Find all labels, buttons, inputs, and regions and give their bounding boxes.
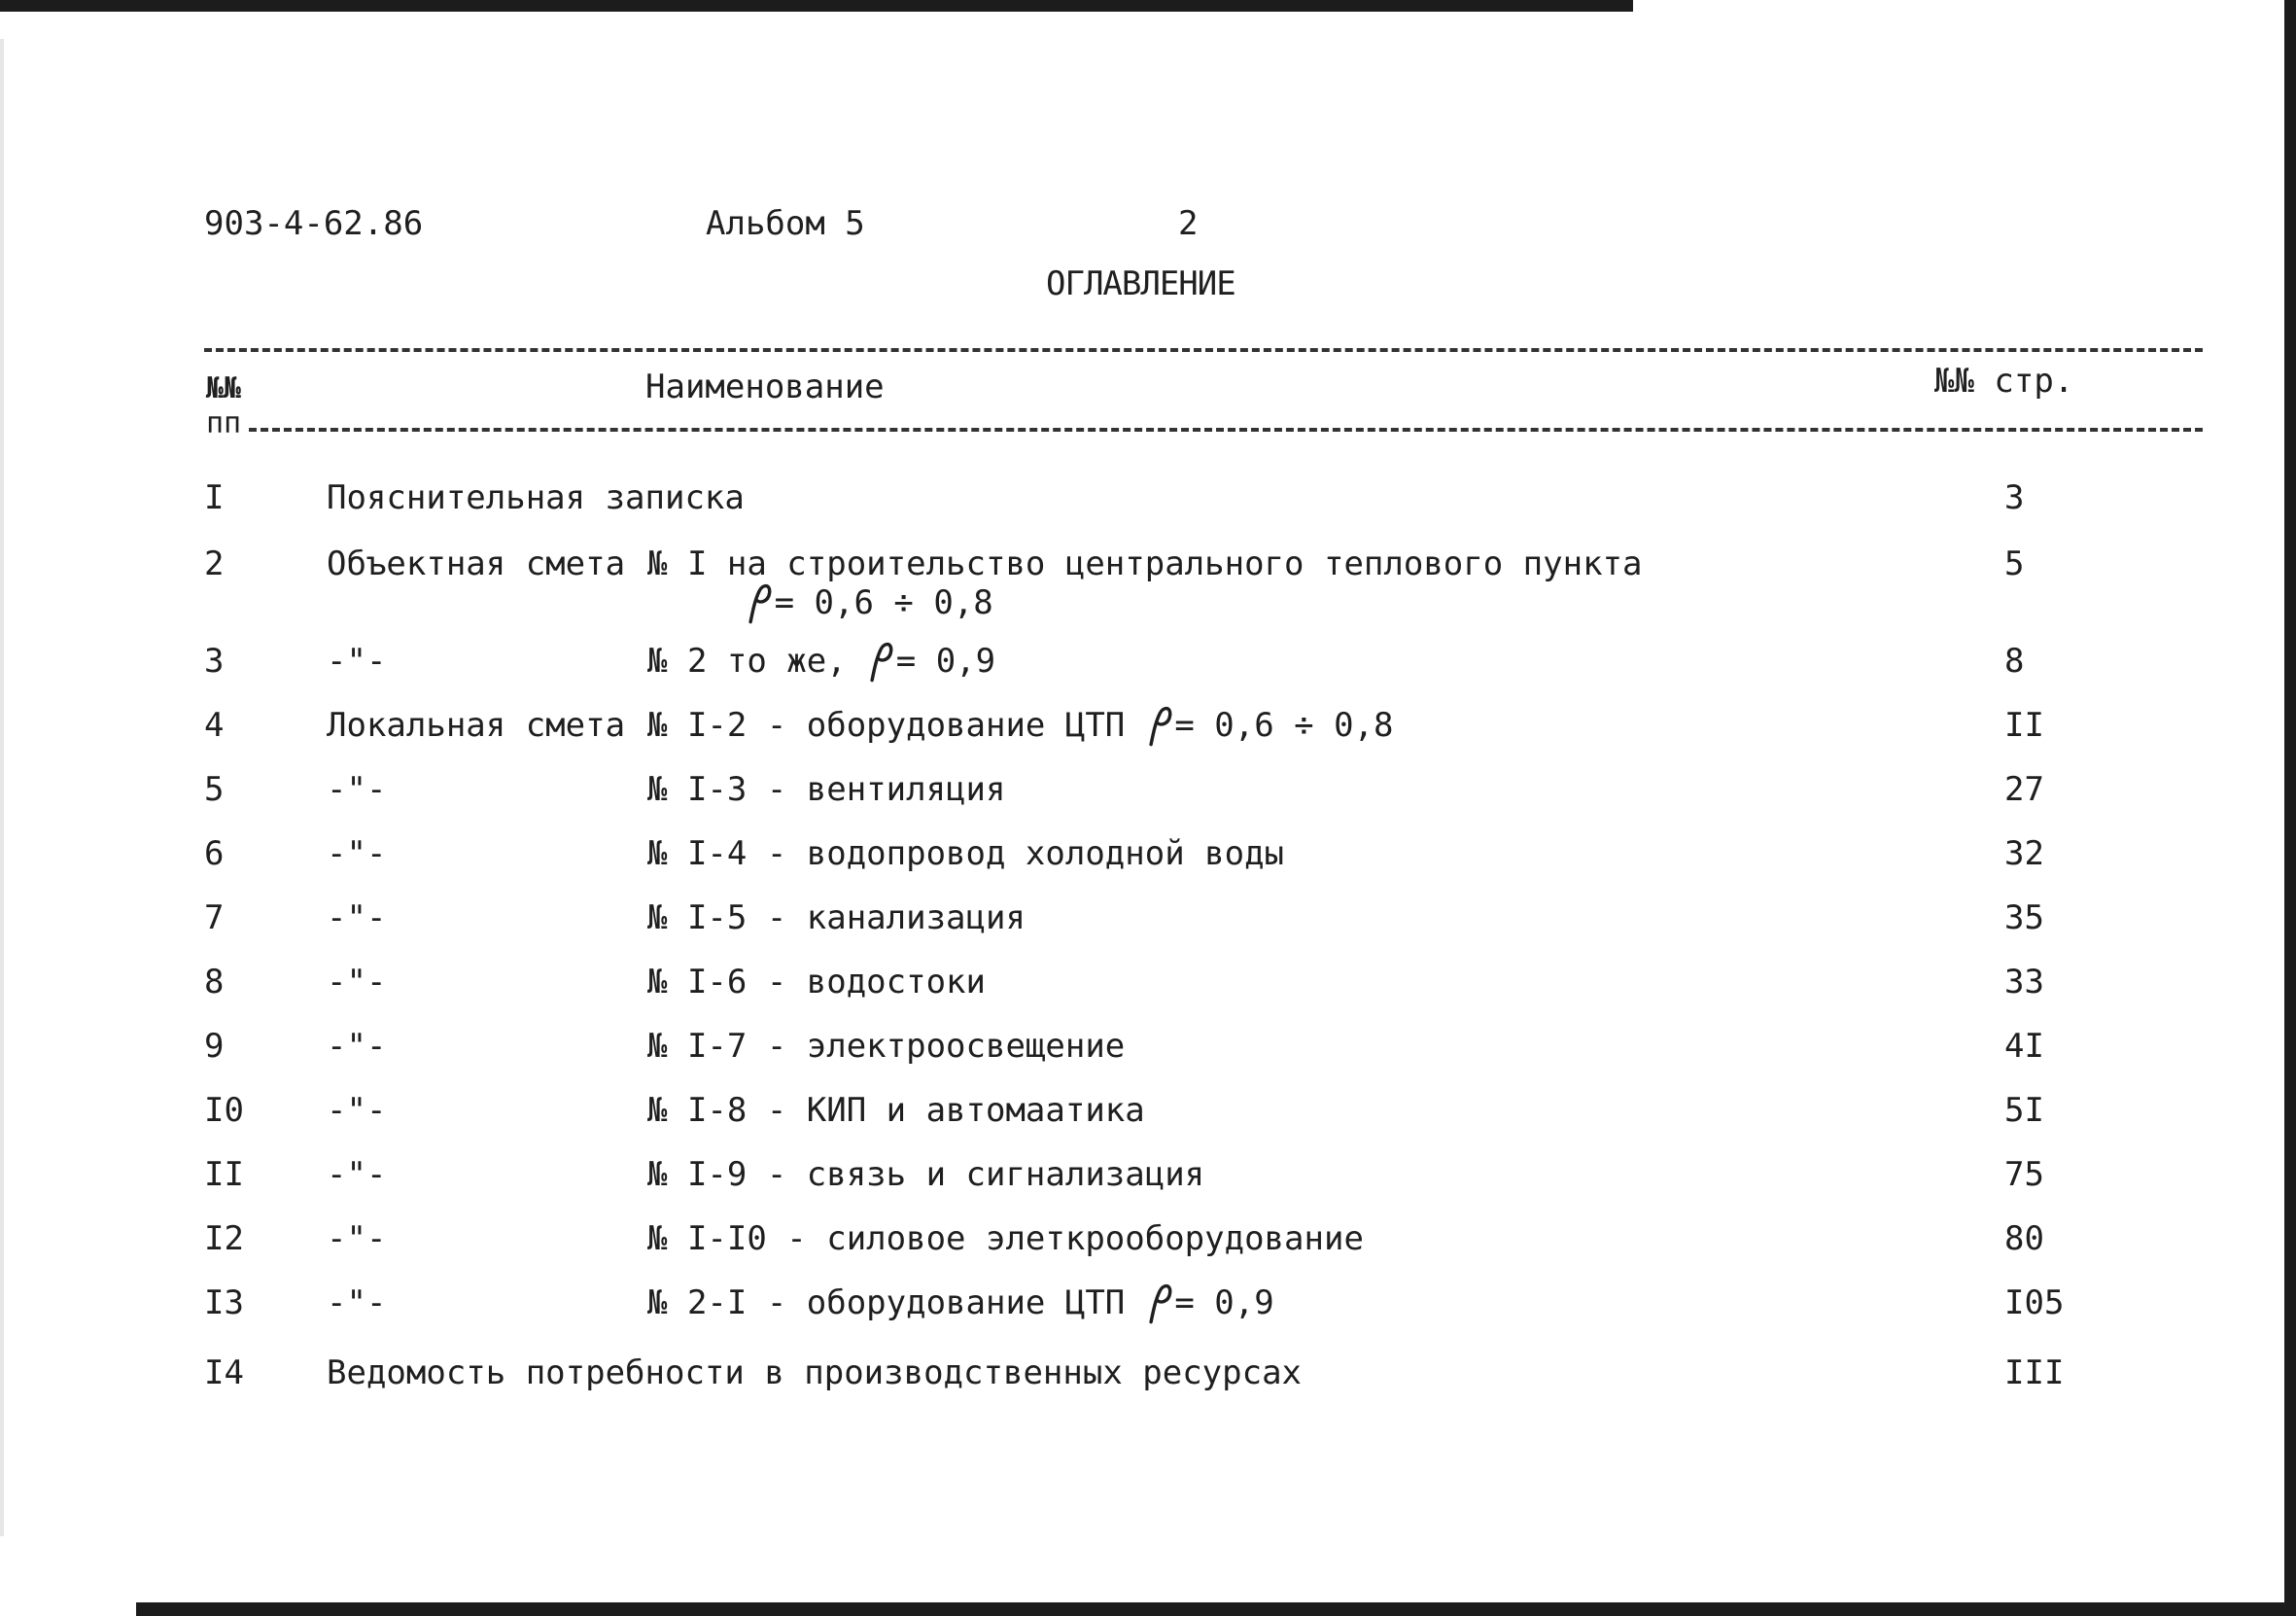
row-detail-value: = 0,9 (1174, 1283, 1274, 1322)
table-row (0, 1219, 2296, 1270)
page-number: 4I (2004, 1027, 2044, 1066)
rho-symbol-icon (866, 644, 896, 677)
row-number: 6 (204, 834, 225, 873)
row-title: -"- (327, 1027, 387, 1066)
row-title: Локальная смета (327, 706, 626, 745)
page-number: 3 (2004, 478, 2025, 517)
row-detail-value: = 0,6 ÷ 0,8 (1174, 706, 1394, 745)
scan-edge-top (0, 0, 1633, 12)
row-title: -"- (327, 1091, 387, 1130)
page-number: III (2004, 1353, 2065, 1392)
page-number: 33 (2004, 963, 2044, 1001)
row-detail (647, 706, 1394, 745)
row-detail: № I-8 - КИП и автомаатика (647, 1091, 1145, 1130)
sheet-number: 2 (1178, 204, 1199, 243)
page-column-label: №№ стр. (1934, 362, 2074, 401)
row-detail: № I-9 - связь и сигнализация (647, 1155, 1205, 1194)
row-detail: № I-6 - водостоки (647, 963, 986, 1001)
album-label: Альбом 5 (706, 204, 865, 243)
table-row (0, 1283, 2296, 1334)
rho-symbol-icon (1145, 708, 1175, 741)
doc-code: 903-4-62.86 (204, 204, 424, 243)
row-number: II (204, 1155, 244, 1194)
row-number: I0 (204, 1091, 244, 1130)
page-number: 32 (2004, 834, 2044, 873)
num-column-label-2: пп (206, 406, 242, 440)
page-number: 80 (2004, 1219, 2044, 1258)
row-detail-text: № 2-I - оборудование ЦТП (647, 1283, 1145, 1322)
row-title: Объектная смета (327, 545, 626, 583)
table-row (0, 706, 2296, 756)
row-title: -"- (327, 963, 387, 1001)
row-detail: № I-5 - канализация (647, 898, 1026, 937)
row-title: -"- (327, 770, 387, 809)
page-number: 35 (2004, 898, 2044, 937)
row-detail-line2-value: = 0,6 ÷ 0,8 (774, 583, 993, 622)
header-rule-bottom (249, 428, 2203, 432)
row-detail: № I-I0 - силовое элеткрооборудование (647, 1219, 1364, 1258)
page-number: II (2004, 706, 2044, 745)
header-rule-top (204, 348, 2203, 352)
name-column-label: Наименование (645, 368, 885, 406)
table-row (0, 1353, 2296, 1404)
row-detail: № I-7 - электроосвещение (647, 1027, 1126, 1066)
row-title: -"- (327, 898, 387, 937)
row-number: 9 (204, 1027, 225, 1066)
row-title: -"- (327, 1155, 387, 1194)
row-detail-text: № 2 то же, (647, 642, 867, 681)
page-number: 8 (2004, 642, 2025, 681)
row-detail-value: = 0,9 (895, 642, 996, 681)
row-title: -"- (327, 1219, 387, 1258)
row-detail (647, 642, 995, 681)
table-row (0, 770, 2296, 821)
page-number: 27 (2004, 770, 2044, 809)
table-row (0, 963, 2296, 1013)
row-number: 3 (204, 642, 225, 681)
row-detail: № I на строительство центрального теплового пункта (647, 545, 1643, 583)
row-number: 8 (204, 963, 225, 1001)
row-number: 5 (204, 770, 225, 809)
table-row (0, 1155, 2296, 1206)
row-number: 2 (204, 545, 225, 583)
row-detail (647, 1283, 1274, 1322)
row-number: I3 (204, 1283, 244, 1322)
row-number: I4 (204, 1353, 244, 1392)
row-detail: № I-4 - водопровод холодной воды (647, 834, 1285, 873)
page-title: ОГЛАВЛЕНИЕ (1046, 264, 1235, 303)
row-title: -"- (327, 834, 387, 873)
table-row (0, 642, 2296, 692)
page-number: 5 (2004, 545, 2025, 583)
row-title: -"- (327, 1283, 387, 1322)
table-row (0, 1027, 2296, 1077)
page-number: 5I (2004, 1091, 2044, 1130)
page-number: 75 (2004, 1155, 2044, 1194)
rho-symbol-icon (1145, 1285, 1175, 1318)
table-row (0, 834, 2296, 885)
table-row (0, 478, 2296, 529)
row-number: 7 (204, 898, 225, 937)
page-number: I05 (2004, 1283, 2065, 1322)
scan-edge-bottom (136, 1602, 2296, 1616)
row-detail: № I-3 - вентиляция (647, 770, 1006, 809)
row-number: 4 (204, 706, 225, 745)
row-title: -"- (327, 642, 387, 681)
table-row (0, 898, 2296, 949)
table-row (0, 545, 2296, 622)
row-number: I2 (204, 1219, 244, 1258)
row-detail-text: № I-2 - оборудование ЦТП (647, 706, 1145, 745)
row-title: Пояснительная записка (327, 478, 745, 517)
row-detail-line2 (745, 583, 993, 622)
table-row (0, 1091, 2296, 1142)
rho-symbol-icon (745, 585, 775, 618)
row-number: I (204, 478, 225, 517)
row-title: Ведомость потребности в производственных ресурсах (327, 1353, 1303, 1392)
num-column-label: №№ (206, 371, 242, 405)
